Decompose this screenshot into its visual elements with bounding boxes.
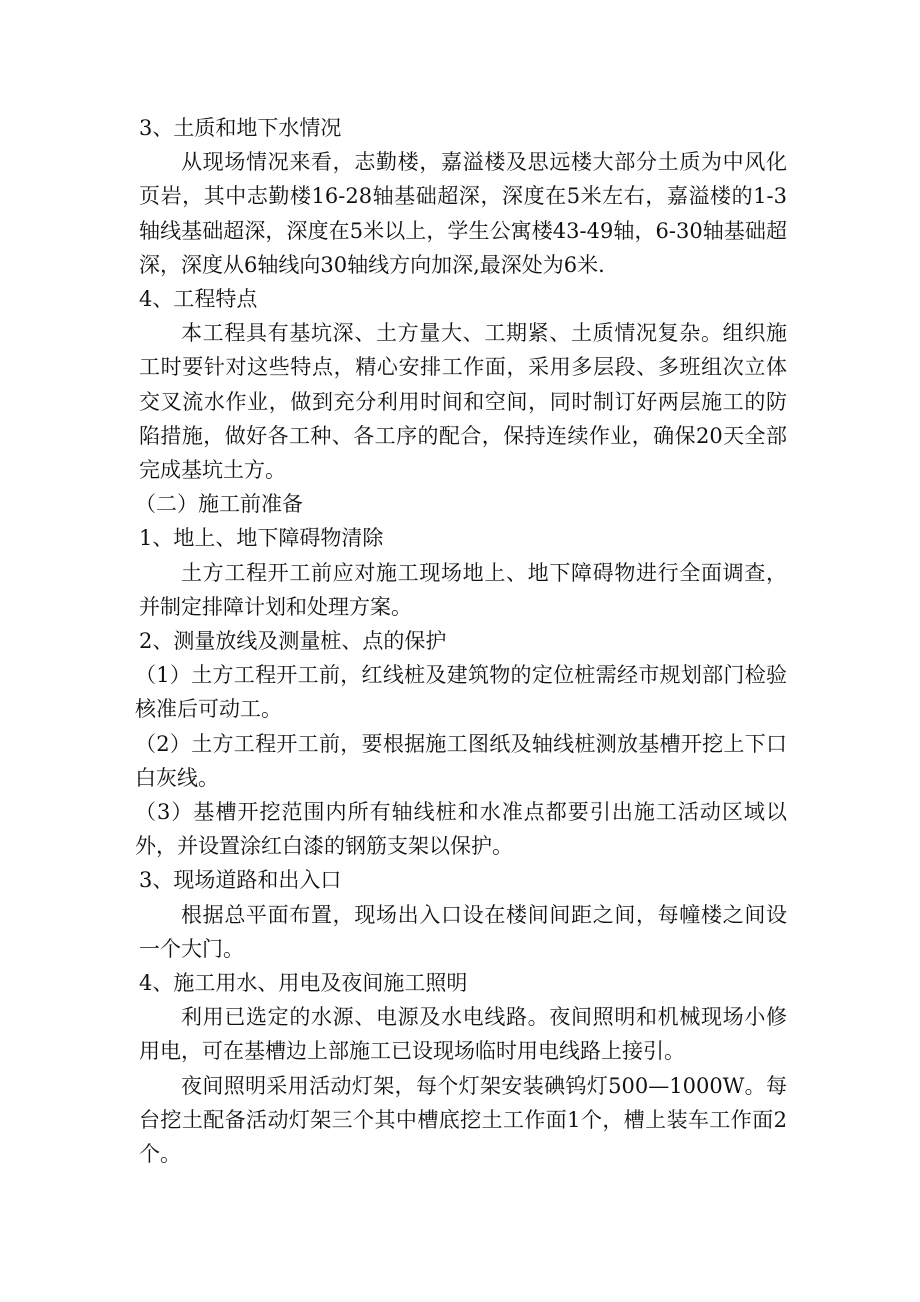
document-body (135, 111, 787, 1171)
list-item-survey-3: （3）基槽开挖范围内所有轴线桩和水准点都要引出施工活动区域以外，并设置涂红白漆的钢筋支架以保护。 (135, 800, 787, 859)
section-heading-survey-protection: 2、测量放线及测量桩、点的保护 (139, 629, 447, 654)
list-item-survey-2: （2）土方工程开工前，要根据施工图纸及轴线桩测放基槽开挖上下口白灰线。 (135, 731, 787, 790)
paragraph-night-lighting: 夜间照明采用活动灯架，每个灯架安装碘钨灯500—1000W。每台挖土配备活动灯架三个其中槽底挖土工作面1个，槽上装车工作面2个。 (139, 1073, 787, 1167)
paragraph-roads-entrances: 根据总平面布置，现场出入口设在楼间间距之间，每幢楼之间设一个大门。 (139, 902, 787, 961)
section-heading-soil-groundwater: 3、土质和地下水情况 (139, 116, 342, 140)
paragraph-soil-conditions: 从现场情况来看，志勤楼，嘉溢楼及思远楼大部分土质为中风化页岩，其中志勤楼16-28轴基础超深，深度在5米左右，嘉溢楼的1-3轴线基础超深，深度在5米以上，学生公寓楼43-49轴，6-30轴基础超深，深度从6轴线向30轴线方向加深,最深处为6米. (139, 150, 787, 277)
paragraph-obstacle-clearing: 土方工程开工前应对施工现场地上、地下障碍物进行全面调查，并制定排障计划和处理方案。 (139, 560, 787, 619)
section-heading-roads-entrances: 3、现场道路和出入口 (139, 868, 342, 893)
section-heading-project-features: 4、工程特点 (139, 287, 258, 312)
section-heading-obstacle-clearing: 1、地上、地下障碍物清除 (139, 526, 384, 551)
section-heading-water-power-lighting: 4、施工用水、用电及夜间施工照明 (139, 971, 468, 996)
paragraph-water-power: 利用已选定的水源、电源及水电线路。夜间照明和机械现场小修用电，可在基槽边上部施工已设现场临时用电线路上接引。 (139, 1005, 787, 1064)
list-item-survey-1: （1）土方工程开工前，红线桩及建筑物的定位桩需经市规划部门检验核准后可动工。 (135, 663, 787, 722)
section-heading-preparation: （二）施工前准备 (135, 492, 303, 517)
paragraph-project-features: 本工程具有基坑深、土方量大、工期紧、土质情况复杂。组织施工时要针对这些特点，精心安排工作面，采用多层段、多班组次立体交叉流水作业，做到充分利用时间和空间，同时制订好两层施工的防陷措施，做好各工种、各工序的配合，保持连续作业，确保20天全部完成基坑土方。 (139, 321, 787, 483)
